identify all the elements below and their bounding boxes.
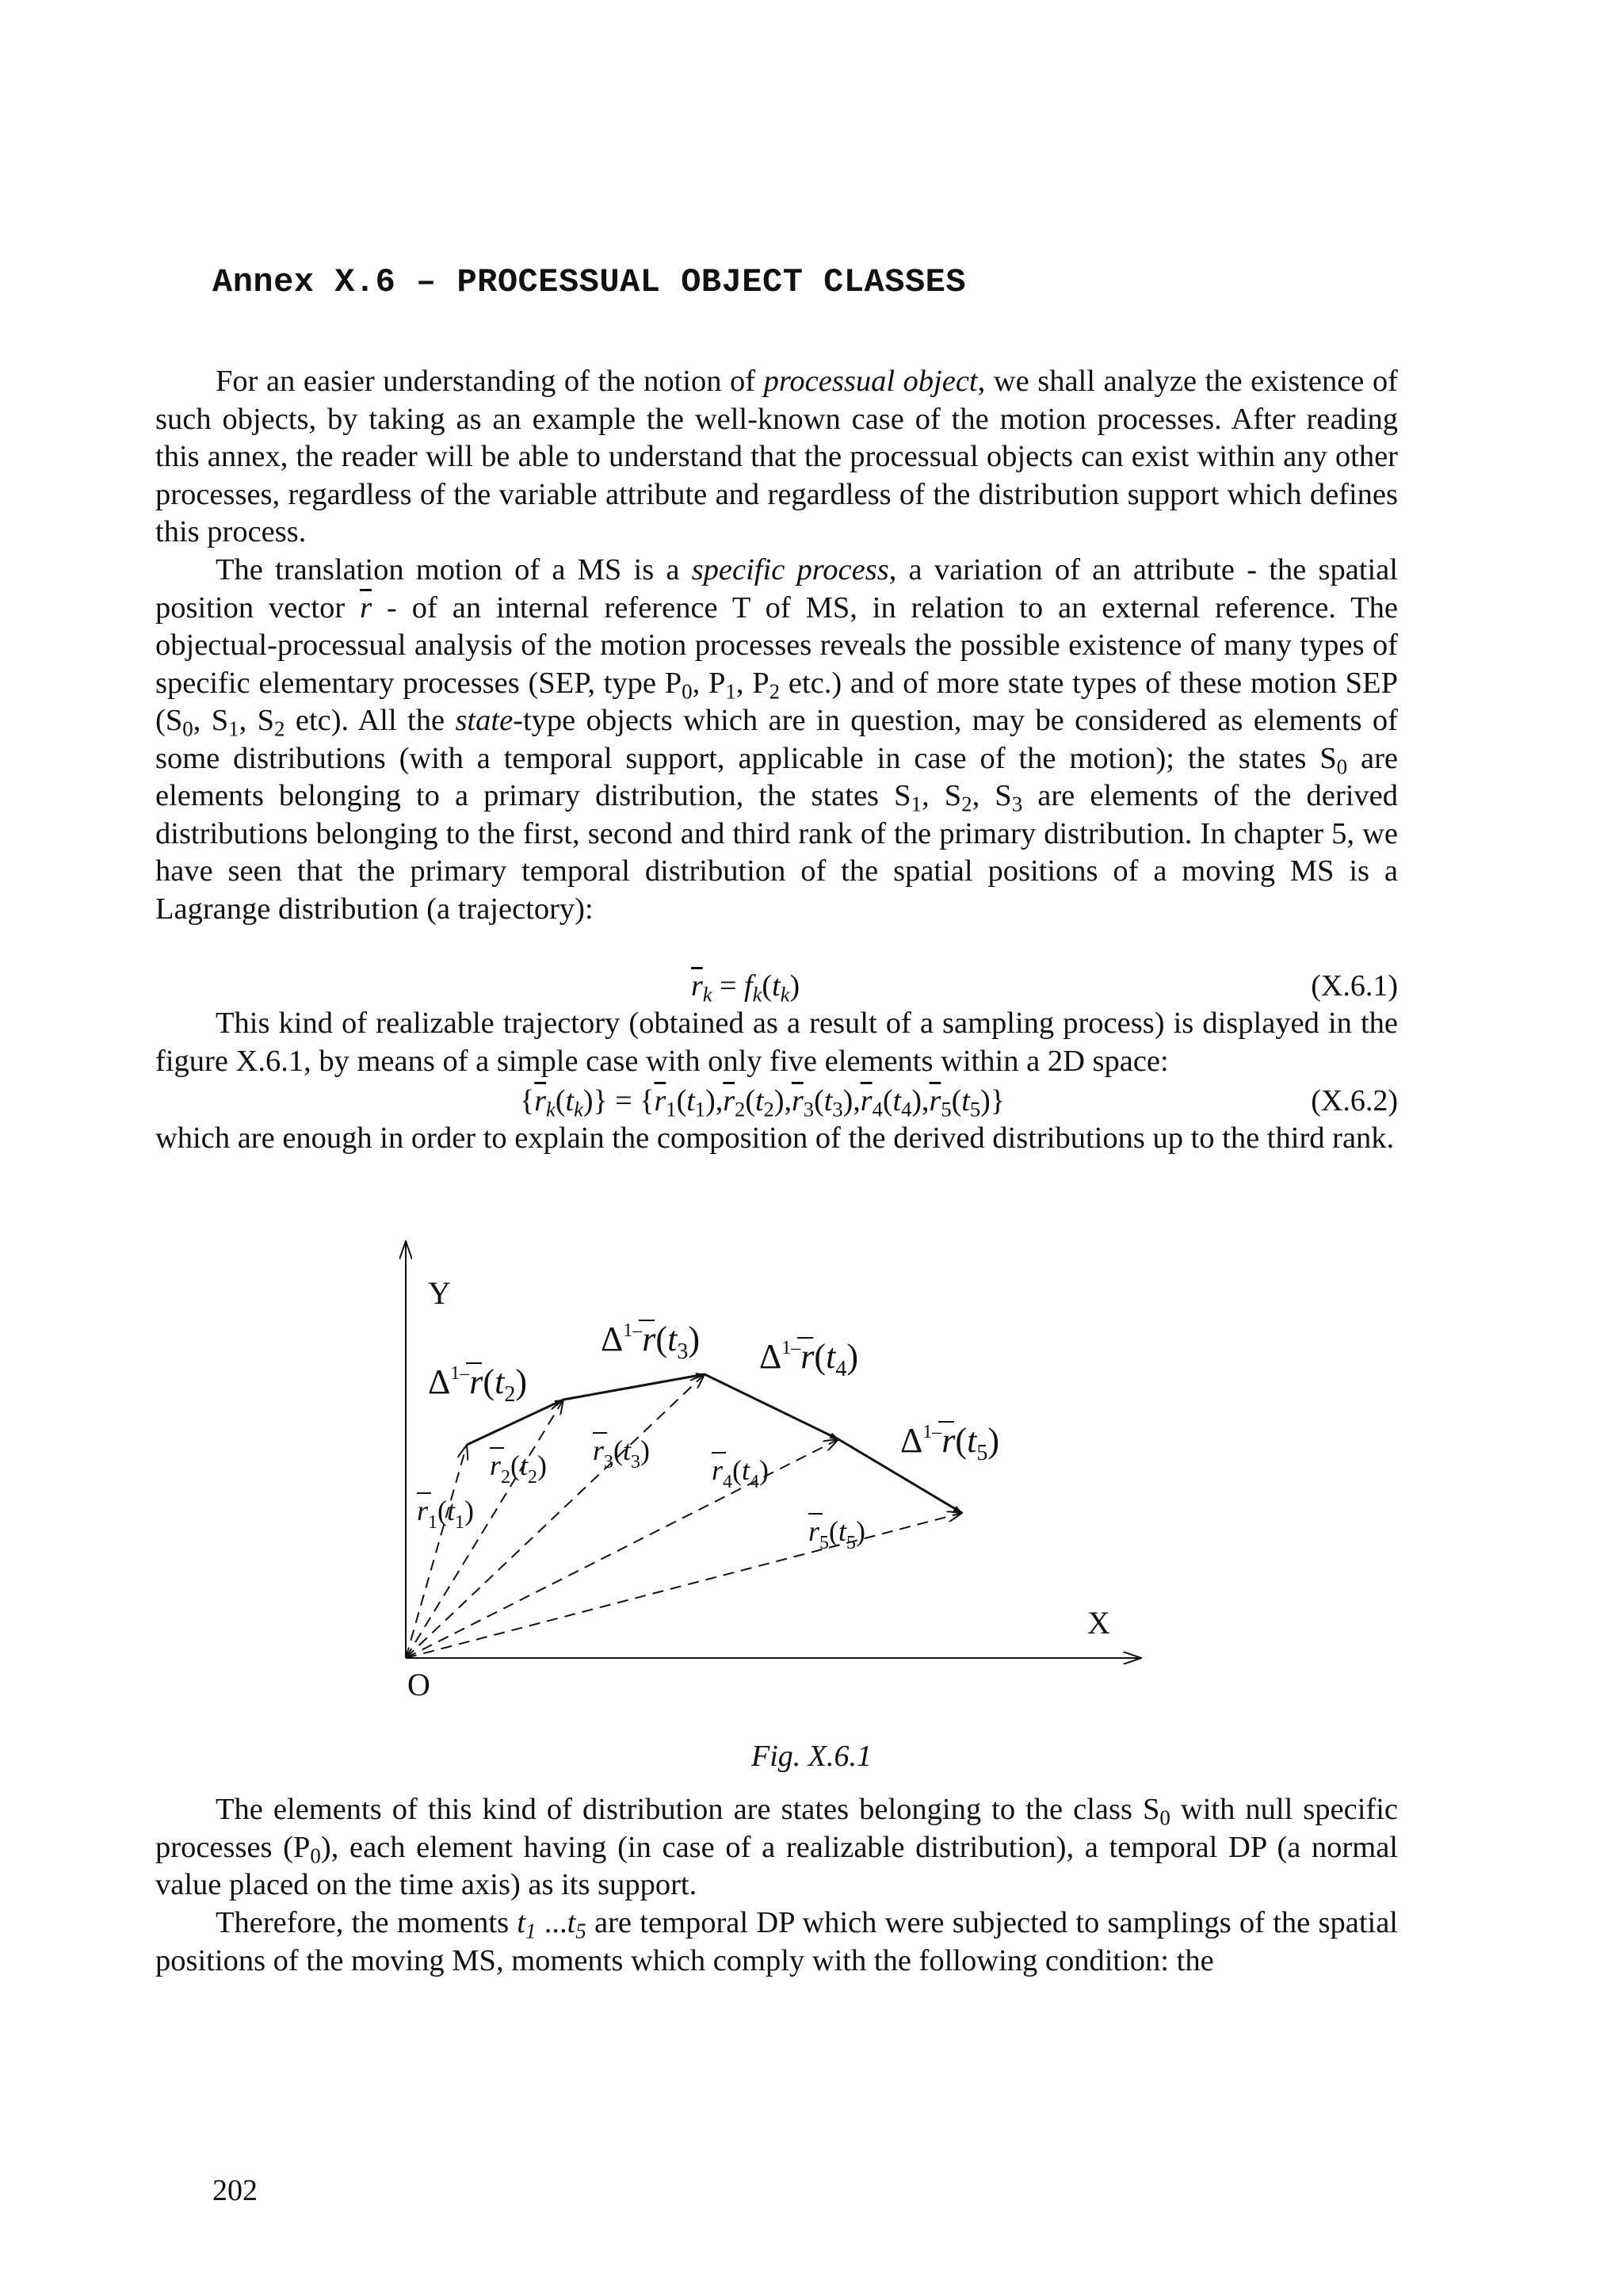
x-axis-label: X: [1087, 1605, 1110, 1641]
svg-text:r2(t2): $r_2(t_2)$: [490, 1450, 548, 1488]
origin-label: O: [407, 1667, 430, 1702]
displacement-t3: [563, 1374, 705, 1400]
equation-x-6-2: [155, 1082, 1398, 1120]
svg-text:r5(t5): $r_5(t_5)$: [808, 1515, 866, 1553]
position-vector-r5: [406, 1513, 962, 1658]
svg-text:Δ1–r(t2): $\Delta^{1-}r(t_2)$: [428, 1362, 527, 1407]
label-r5: [808, 1514, 865, 1553]
annex-heading: Annex X.6 – PROCESSUAL OBJECT CLASSES: [212, 263, 967, 301]
paragraph-trajectory: This kind of realizable trajectory (obtained as a result of a sampling process) is displayed in the figure X.6.1, by means of a simple case with only five elements within a 2D space:: [155, 1007, 1398, 1078]
paragraph-translation-motion: The translation motion of a MS is a specific process, a variation of an attribute - the spatial position vector $\overline{r}$ - of an internal reference T of MS, in relation to an external reference. The objectual-processual analysis of the motion processes reveals the possible existence of many types of specific elementary processes (SEP, type $P_0$, $P_1$, $P_2$ etc.) and of more state types of these motion SEP ($S_0$, $S_1$, $S_2$ etc). All the state-type objects which are in question, may be considered as elements of some distributions (with a temporal support, applicable in case of the motion); the states $S_0$ are elements belonging to a primary distribution, the states $S_1$, $S_2$, $S_3$ are elements of the derived distributions belonging to the first, second and third rank of the primary distribution. In chapter 5, we have seen that the primary temporal distribution of the spatial positions of a moving MS is a Lagrange distribution (a trajectory):: [155, 553, 1398, 926]
equation-number: (X.6.2): [1311, 1084, 1398, 1117]
label-r1: [417, 1493, 474, 1533]
paragraph-moments: Therefore, the moments $t_1$ $...t_5$ are temporal DP which were subjected to samplings of the spatial positions of the moving MS, moments which comply with the following condition: the: [155, 1906, 1399, 1977]
equation-expression: $\overline{r}_k = f_k(t_k)$: [691, 969, 800, 1007]
page-number: 202: [212, 2174, 258, 2207]
svg-text:r3(t3): $r_3(t_3)$: [593, 1435, 651, 1473]
label-delta-t2: [428, 1362, 527, 1407]
label-r4: [712, 1453, 769, 1492]
svg-text:Δ1–r(t3): $\Delta^{1-}r(t_3)$: [601, 1320, 700, 1364]
svg-text:Δ1–r(t5): $\Delta^{1-}r(t_5)$: [900, 1421, 999, 1465]
label-r3: [593, 1433, 650, 1473]
svg-text:r4(t4): $r_4(t_4)$: [712, 1454, 769, 1492]
displacement-t4: [705, 1374, 838, 1439]
position-vector-r4: [406, 1439, 838, 1658]
figure-caption: Fig. X.6.1: [751, 1740, 872, 1773]
svg-text:r1(t1): $r_1(t_1)$: [417, 1495, 475, 1533]
label-delta-t3: [601, 1320, 700, 1364]
equation-expression: $\{\overline{r}_k(t_k)\} = \{\overline{r}_1(t_1),\overline{r}_2(t_2),\overline{r}_3(t_3),\overline{r}_4(t_4),\overline{r}_5(t_5)\}$: [520, 1084, 1006, 1121]
paragraph-derived-distributions: which are enough in order to explain the composition of the derived distributions up to the third rank.: [155, 1121, 1395, 1155]
paragraph-elements: The elements of this kind of distribution are states belonging to the class $S_0$ with null specific processes $(P_0)$, each element having (in case of a realizable distribution), a temporal DP (a normal value placed on the time axis) as its support.: [155, 1793, 1398, 1901]
paragraph-intro: For an easier understanding of the notion of processual object, we shall analyze the existence of such objects, by taking as an example the well-known case of the motion processes. After reading this annex, the reader will be able to understand that the processual objects can exist within any other processes, regardless of the variable attribute and regardless of the distribution support which defines this process.: [155, 365, 1399, 548]
svg-text:Δ1–r(t4): $\Delta^{1-}r(t_4)$: [759, 1337, 858, 1381]
label-r2: [490, 1448, 547, 1488]
y-axis-label: Y: [428, 1275, 451, 1311]
equation-number: (X.6.1): [1311, 969, 1398, 1003]
label-delta-t4: [759, 1337, 858, 1381]
label-delta-t5: [900, 1421, 999, 1465]
trajectory-figure: [380, 1221, 1173, 1712]
position-vector-r1: [406, 1445, 467, 1658]
equation-x-6-1: [155, 967, 1398, 1005]
